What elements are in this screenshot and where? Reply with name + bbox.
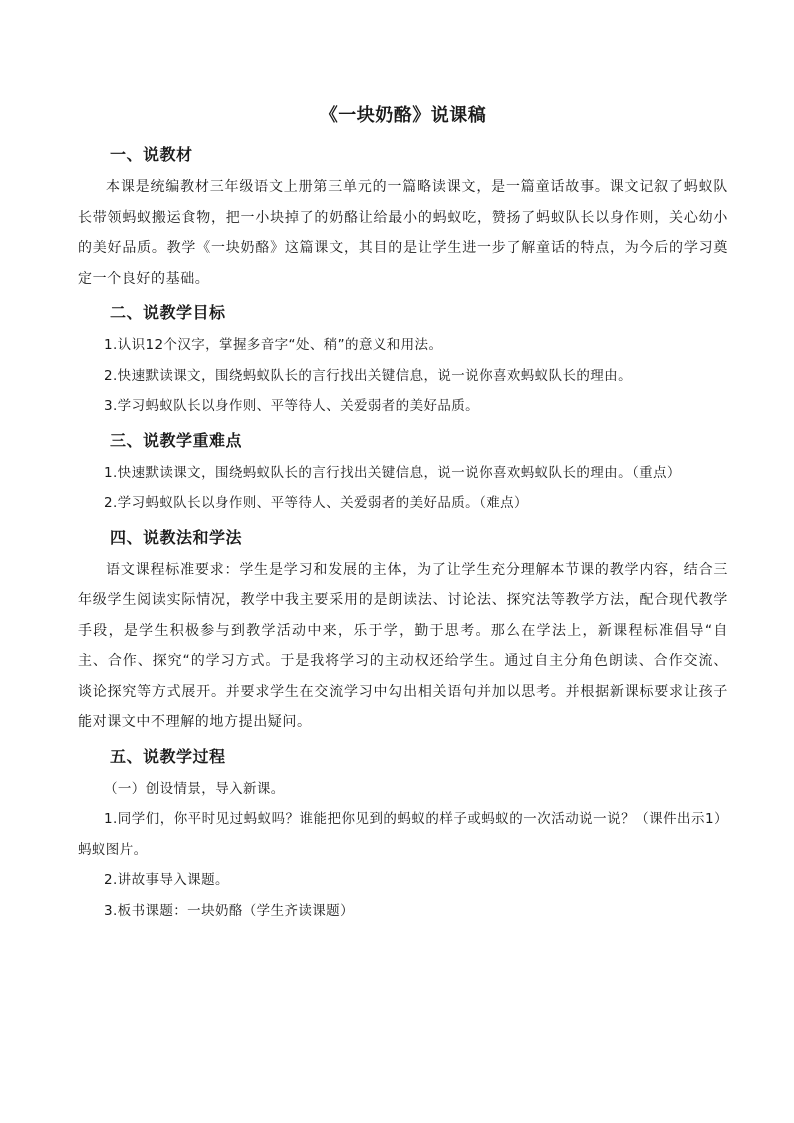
list-item: 1.快速默读课文，围绕蚂蚁队长的言行找出关键信息，说一说你喜欢蚂蚁队长的理由。（重点）	[104, 464, 681, 481]
section-heading: 二、说教学目标	[110, 303, 226, 322]
section-heading: 五、说教学过程	[110, 746, 226, 766]
list-item: 3.学习蚂蚁队长以身作则、平等待人、关爱弱者的美好品质。	[104, 398, 480, 414]
list-item: 1.同学们，你平时见过蚂蚁吗？谁能把你见到的蚂蚁的样子或蚂蚁的一次活动说一说？（课件出示1）蚂蚁图片。	[78, 811, 728, 858]
section-key-points	[78, 424, 728, 519]
section-teaching-process	[78, 740, 728, 927]
section-heading: 四、说教法和学法	[110, 527, 243, 547]
section-teaching-material	[78, 138, 728, 294]
list-item: 2.快速默读课文，围绕蚂蚁队长的言行找出关键信息，说一说你喜欢蚂蚁队长的理由。	[104, 367, 632, 384]
document-page	[78, 100, 728, 926]
body-paragraph: 本课是统编教材三年级语文上册第三单元的一篇略读课文，是一篇童话故事。课文记叙了蚂蚁队长带领蚂蚁搬运食物，把一小块掉了的奶酪让给最小的蚂蚁吃，赞扬了蚂蚁队长以身作则，关心幼小的美好品质。教学《一块奶酪》这篇课文，其目的是让学生进一步了解童话的特点，为今后的学习奠定一个良好的基础。	[78, 179, 728, 287]
sub-heading: （一）创设情景，导入新课。	[104, 780, 285, 797]
document-title: 《一块奶酪》说课稿	[319, 105, 487, 126]
list-item: 1.认识12个汉字，掌握多音字“处、稍”的意义和用法。	[104, 337, 443, 353]
section-teaching-goals	[78, 296, 728, 422]
list-item: 3.板书课题：一块奶酪（学生齐读课题）	[104, 902, 354, 919]
list-item: 2.学习蚂蚁队长以身作则、平等待人、关爱弱者的美好品质。（难点）	[104, 495, 528, 511]
section-methods	[78, 521, 728, 738]
section-heading: 三、说教学重难点	[110, 430, 243, 450]
list-item: 2.讲故事导入课题。	[104, 872, 229, 888]
section-heading: 一、说教材	[110, 145, 193, 164]
body-paragraph: 语文课程标准要求：学生是学习和发展的主体，为了让学生充分理解本节课的教学内容，结合三年级学生阅读实际情况，教学中我主要采用的是朗读法、讨论法、探究法等教学方法，配合现代教学手段，是学生积极参与到教学活动中来，乐于学，勤于思考。那么在学法上，新课程标准倡导“自主、合作、探究“的学习方式。于是我将学习的主动权还给学生。通过自主分角色朗读、合作交流、谈论探究等方式展开。并要求学生在交流学习中勾出相关语句并加以思考。并根据新课标要求让孩子能对课文中不理解的地方提出疑问。	[78, 561, 728, 730]
